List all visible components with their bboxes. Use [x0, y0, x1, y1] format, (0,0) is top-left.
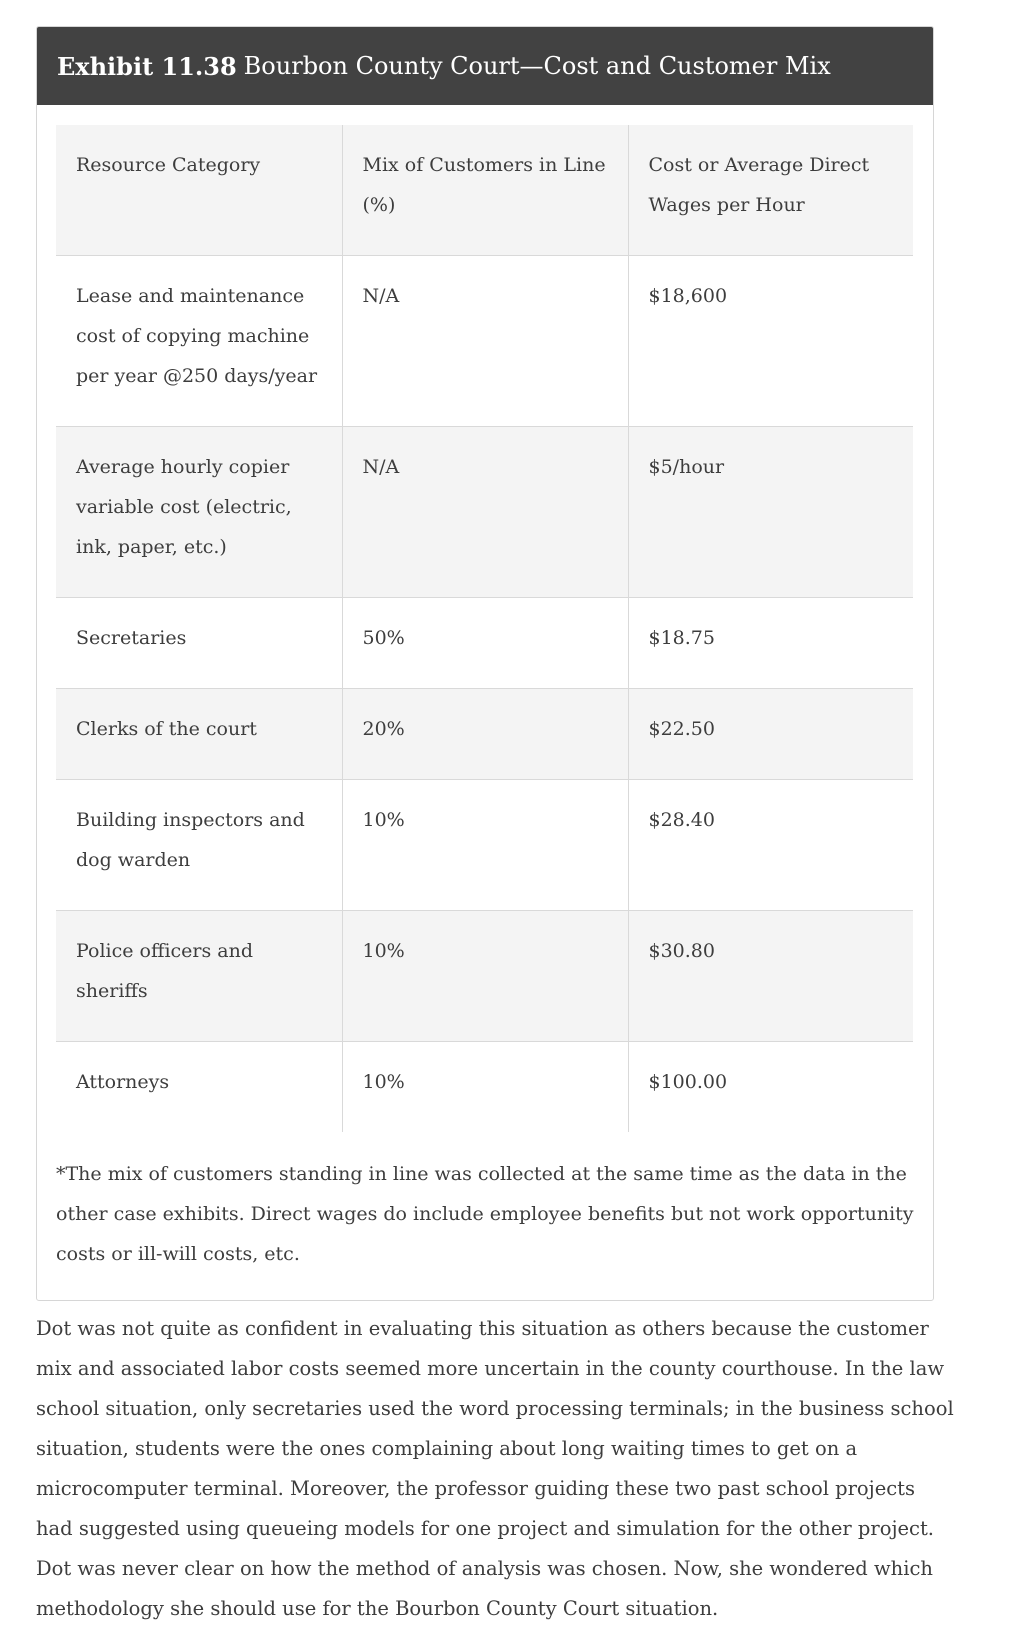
table-row: [56, 1042, 913, 1133]
table-row: [56, 911, 913, 1042]
cell-resource: Attorneys: [76, 1071, 170, 1093]
table-header-row: [56, 125, 913, 256]
header-customer-mix: Mix of Customers in Line (%): [342, 125, 628, 256]
cell-mix: 10%: [342, 1042, 628, 1133]
exhibit-title: Bourbon County Court—Cost and Customer Mix: [243, 52, 831, 80]
cell-mix: N/A: [342, 256, 628, 427]
cell-resource: Clerks of the court: [76, 718, 257, 740]
exhibit-label: Exhibit 11.38: [57, 51, 237, 81]
header-resource-category: Resource Category: [76, 154, 261, 176]
cost-mix-table: [56, 125, 913, 1132]
narrative-paragraph: Dot was not quite as confident in evaluating this situation as others because the customer mix and associated labor costs seemed more uncertain in the county courthouse. In the law school situation, only secretaries used the word processing terminals; in the business school situation, students were the ones complaining about long waiting times to get on a microcomputer terminal. Moreover, the professor guiding these two past school projects had suggested using queueing models for one project and simulation for the other project. Dot was never clear on how the method of analysis was chosen. Now, she wondered which methodology she should use for the Bourbon County Court situation.: [36, 1317, 954, 1620]
cell-cost: $18,600: [628, 256, 913, 427]
table-footnote: *The mix of customers standing in line was collected at the same time as the data in the other case exhibits. Direct wages do include employee benefits but not work opportunity costs or ill-will costs, etc.: [56, 1163, 914, 1265]
cell-mix: 50%: [342, 598, 628, 689]
header-cost: Cost or Average Direct Wages per Hour: [628, 125, 913, 256]
table-row: [56, 780, 913, 911]
cell-cost: $18.75: [628, 598, 913, 689]
exhibit-header: [37, 27, 933, 105]
cell-resource: Average hourly copier variable cost (electric, ink, paper, etc.): [76, 456, 292, 558]
exhibit-box: [36, 26, 934, 1301]
cell-mix: 10%: [342, 911, 628, 1042]
cell-cost: $30.80: [628, 911, 913, 1042]
cell-resource: Police officers and sheriffs: [76, 940, 254, 1002]
cell-cost: $5/hour: [628, 427, 913, 598]
cell-resource: Secretaries: [76, 627, 187, 649]
cell-cost: $22.50: [628, 689, 913, 780]
table-row: [56, 689, 913, 780]
cell-mix: 20%: [342, 689, 628, 780]
table-row: [56, 256, 913, 427]
cell-mix: 10%: [342, 780, 628, 911]
cell-cost: $28.40: [628, 780, 913, 911]
cell-resource: Lease and maintenance cost of copying machine per year @250 days/year: [76, 285, 318, 387]
table-row: [56, 598, 913, 689]
cell-mix: N/A: [342, 427, 628, 598]
cell-resource: Building inspectors and dog warden: [76, 809, 305, 871]
exhibit-body: [37, 105, 933, 1300]
table-row: [56, 427, 913, 598]
cell-cost: $100.00: [628, 1042, 913, 1133]
